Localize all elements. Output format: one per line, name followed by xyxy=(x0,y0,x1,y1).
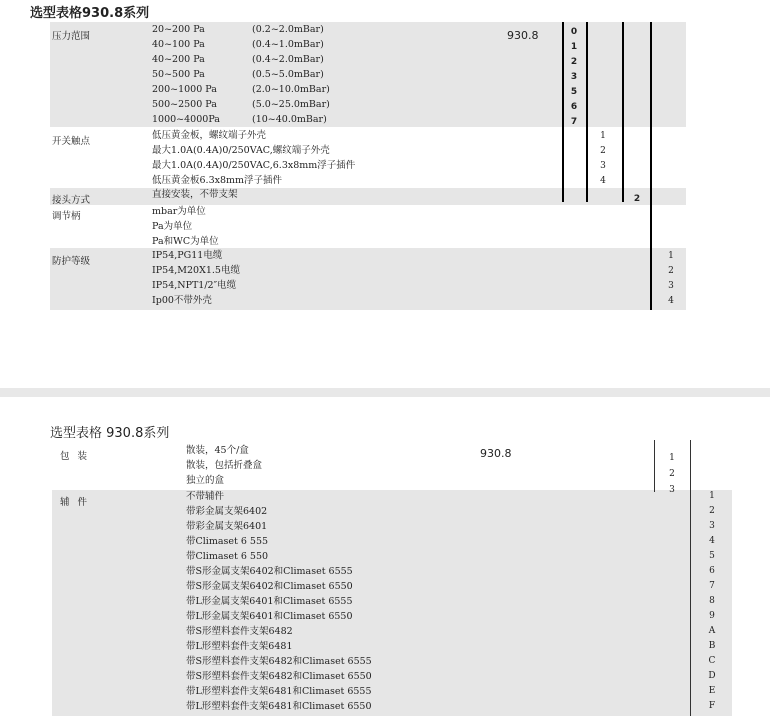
accessory-code: A xyxy=(708,626,716,636)
accessory-code: 2 xyxy=(709,506,715,516)
accessory-item: 带彩金属支架6402 xyxy=(186,506,268,517)
pressure-mbar: (0.2~2.0mBar) xyxy=(252,24,324,35)
pressure-code: 7 xyxy=(570,117,578,127)
table1-code: 930.8 xyxy=(507,29,539,42)
packaging-item: 散装，包括折叠盒 xyxy=(186,460,263,471)
pressure-code-list xyxy=(568,25,580,130)
accessory-item: 带L形金属支架6401和Climaset 6555 xyxy=(186,596,353,607)
accessory-item: 带S形塑料套件支架6482和Climaset 6550 xyxy=(186,671,372,682)
accessories-label: 辅件 xyxy=(60,497,96,508)
accessory-code: 1 xyxy=(709,491,715,501)
protection-code: 2 xyxy=(668,266,674,276)
pressure-code: 5 xyxy=(570,87,578,97)
pressure-range: 50~500 Pa xyxy=(152,69,205,80)
accessory-code: B xyxy=(708,641,716,651)
pressure-mbar: (0.4~2.0mBar) xyxy=(252,54,324,65)
pressure-code: 2 xyxy=(570,57,578,67)
section-divider xyxy=(0,388,770,397)
accessory-code: C xyxy=(708,656,716,666)
pressure-mbar: (0.5~5.0mBar) xyxy=(252,69,324,80)
switch-code: 1 xyxy=(600,131,606,141)
packaging-label: 包装 xyxy=(60,451,96,462)
accessory-item: 带S形金属支架6402和Climaset 6550 xyxy=(186,581,353,592)
protection-item: IP54,M20X1.5电缆 xyxy=(152,265,240,276)
pressure-range-list xyxy=(152,22,220,127)
accessory-item: 不带辅件 xyxy=(186,491,225,502)
accessory-item: 带L形金属支架6401和Climaset 6550 xyxy=(186,611,353,622)
accessories-list xyxy=(186,489,372,714)
protection-item: IP54,NPT1/2″电缆 xyxy=(152,280,237,291)
rule-switch-right xyxy=(622,22,624,202)
accessories-code-list xyxy=(706,489,718,714)
accessory-code: D xyxy=(708,671,716,681)
protection-code: 1 xyxy=(668,251,674,261)
pressure-range: 1000~4000Pa xyxy=(152,114,220,125)
accessory-code: 6 xyxy=(709,566,715,576)
protection-band xyxy=(50,248,686,310)
packaging-list xyxy=(186,443,262,488)
switch-label: 开关触点 xyxy=(52,136,91,147)
pressure-range: 500~2500 Pa xyxy=(152,99,217,110)
packaging-code: 2 xyxy=(669,469,675,479)
pressure-mbar: (10~40.0mBar) xyxy=(252,114,327,125)
pressure-mbar: (2.0~10.0mBar) xyxy=(252,84,330,95)
rule-packaging-right xyxy=(690,440,691,716)
accessory-item: 带L形塑料套件支架6481和Climaset 6550 xyxy=(186,701,372,712)
accessory-code: 3 xyxy=(709,521,715,531)
packaging-code: 1 xyxy=(669,453,675,463)
switch-item: 最大1.0A(0.4A)0/250VAC,6.3x8mm浮子插件 xyxy=(152,160,356,171)
accessory-item: 带彩金属支架6401 xyxy=(186,521,268,532)
switch-code: 2 xyxy=(600,146,606,156)
pressure-code: 6 xyxy=(570,102,578,112)
packaging-item: 独立的盒 xyxy=(186,475,225,486)
packaging-code: 3 xyxy=(669,485,675,495)
pressure-range: 20~200 Pa xyxy=(152,24,205,35)
protection-code-list xyxy=(665,249,677,309)
pressure-code: 1 xyxy=(570,42,578,52)
switch-item: 低压黄金板6.3x8mm浮子插件 xyxy=(152,175,283,186)
pressure-mbar-list xyxy=(252,22,330,127)
pressure-range: 40~100 Pa xyxy=(152,39,205,50)
protection-label: 防护等级 xyxy=(52,256,91,267)
accessory-code: 8 xyxy=(709,596,715,606)
pressure-mbar: (0.4~1.0mBar) xyxy=(252,39,324,50)
pressure-label: 压力范围 xyxy=(52,31,91,42)
pressure-range: 200~1000 Pa xyxy=(152,84,217,95)
pressure-mbar: (5.0~25.0mBar) xyxy=(252,99,330,110)
pressure-code: 0 xyxy=(570,27,578,37)
accessory-item: 带Climaset 6 550 xyxy=(186,551,269,562)
accessory-item: 带S形塑料套件支架6482和Climaset 6555 xyxy=(186,656,372,667)
table1-title: 选型表格930.8系列 xyxy=(30,6,150,21)
accessory-item: 带L形塑料套件支架6481和Climaset 6555 xyxy=(186,686,372,697)
adjust-label: 调节柄 xyxy=(52,211,81,222)
protection-code: 3 xyxy=(668,281,674,291)
accessory-code: 4 xyxy=(709,536,715,546)
accessory-item: 带Climaset 6 555 xyxy=(186,536,269,547)
connection-code: 2 xyxy=(633,194,641,204)
pressure-range: 40~200 Pa xyxy=(152,54,205,65)
rule-pressure-left xyxy=(562,22,564,202)
adjust-list xyxy=(152,204,219,249)
protection-list xyxy=(152,248,240,308)
switch-list xyxy=(152,128,355,188)
rule-packaging-left xyxy=(654,440,655,492)
rule-pressure-right xyxy=(586,22,588,202)
accessory-item: 带S形塑料套件支架6482 xyxy=(186,626,293,637)
table2-title: 选型表格 930.8系列 xyxy=(50,426,170,441)
packaging-item: 散装，45个/盒 xyxy=(186,445,249,456)
connection-item: 直接安装，不带支架 xyxy=(152,189,238,200)
pressure-code: 3 xyxy=(570,72,578,82)
adjust-item: mbar为单位 xyxy=(152,206,206,217)
switch-item: 最大1.0A(0.4A)0/250VAC,螺纹端子外壳 xyxy=(152,145,330,156)
adjust-item: Pa为单位 xyxy=(152,221,193,232)
switch-code-list xyxy=(597,129,609,189)
accessory-item: 带L形塑料套件支架6481 xyxy=(186,641,293,652)
rule-connection-right xyxy=(650,22,652,310)
table2-code: 930.8 xyxy=(480,447,512,460)
protection-item: Ip00不带外壳 xyxy=(152,295,212,306)
adjust-item: Pa和WC为单位 xyxy=(152,236,219,247)
accessory-item: 带S形金属支架6402和Climaset 6555 xyxy=(186,566,353,577)
connection-band xyxy=(50,188,686,205)
switch-item: 低压黄金板，螺纹端子外壳 xyxy=(152,130,267,141)
pressure-band xyxy=(50,22,686,127)
protection-code: 4 xyxy=(668,296,674,306)
switch-code: 3 xyxy=(600,161,606,171)
accessory-code: 9 xyxy=(709,611,715,621)
accessory-code: E xyxy=(708,686,716,696)
connection-label: 接头方式 xyxy=(52,195,91,206)
switch-code: 4 xyxy=(600,176,606,186)
packaging-code-list xyxy=(666,450,678,498)
accessories-band xyxy=(52,490,732,716)
accessory-code: 7 xyxy=(709,581,715,591)
accessory-code: F xyxy=(708,701,716,711)
accessory-code: 5 xyxy=(709,551,715,561)
protection-item: IP54,PG11电缆 xyxy=(152,250,223,261)
